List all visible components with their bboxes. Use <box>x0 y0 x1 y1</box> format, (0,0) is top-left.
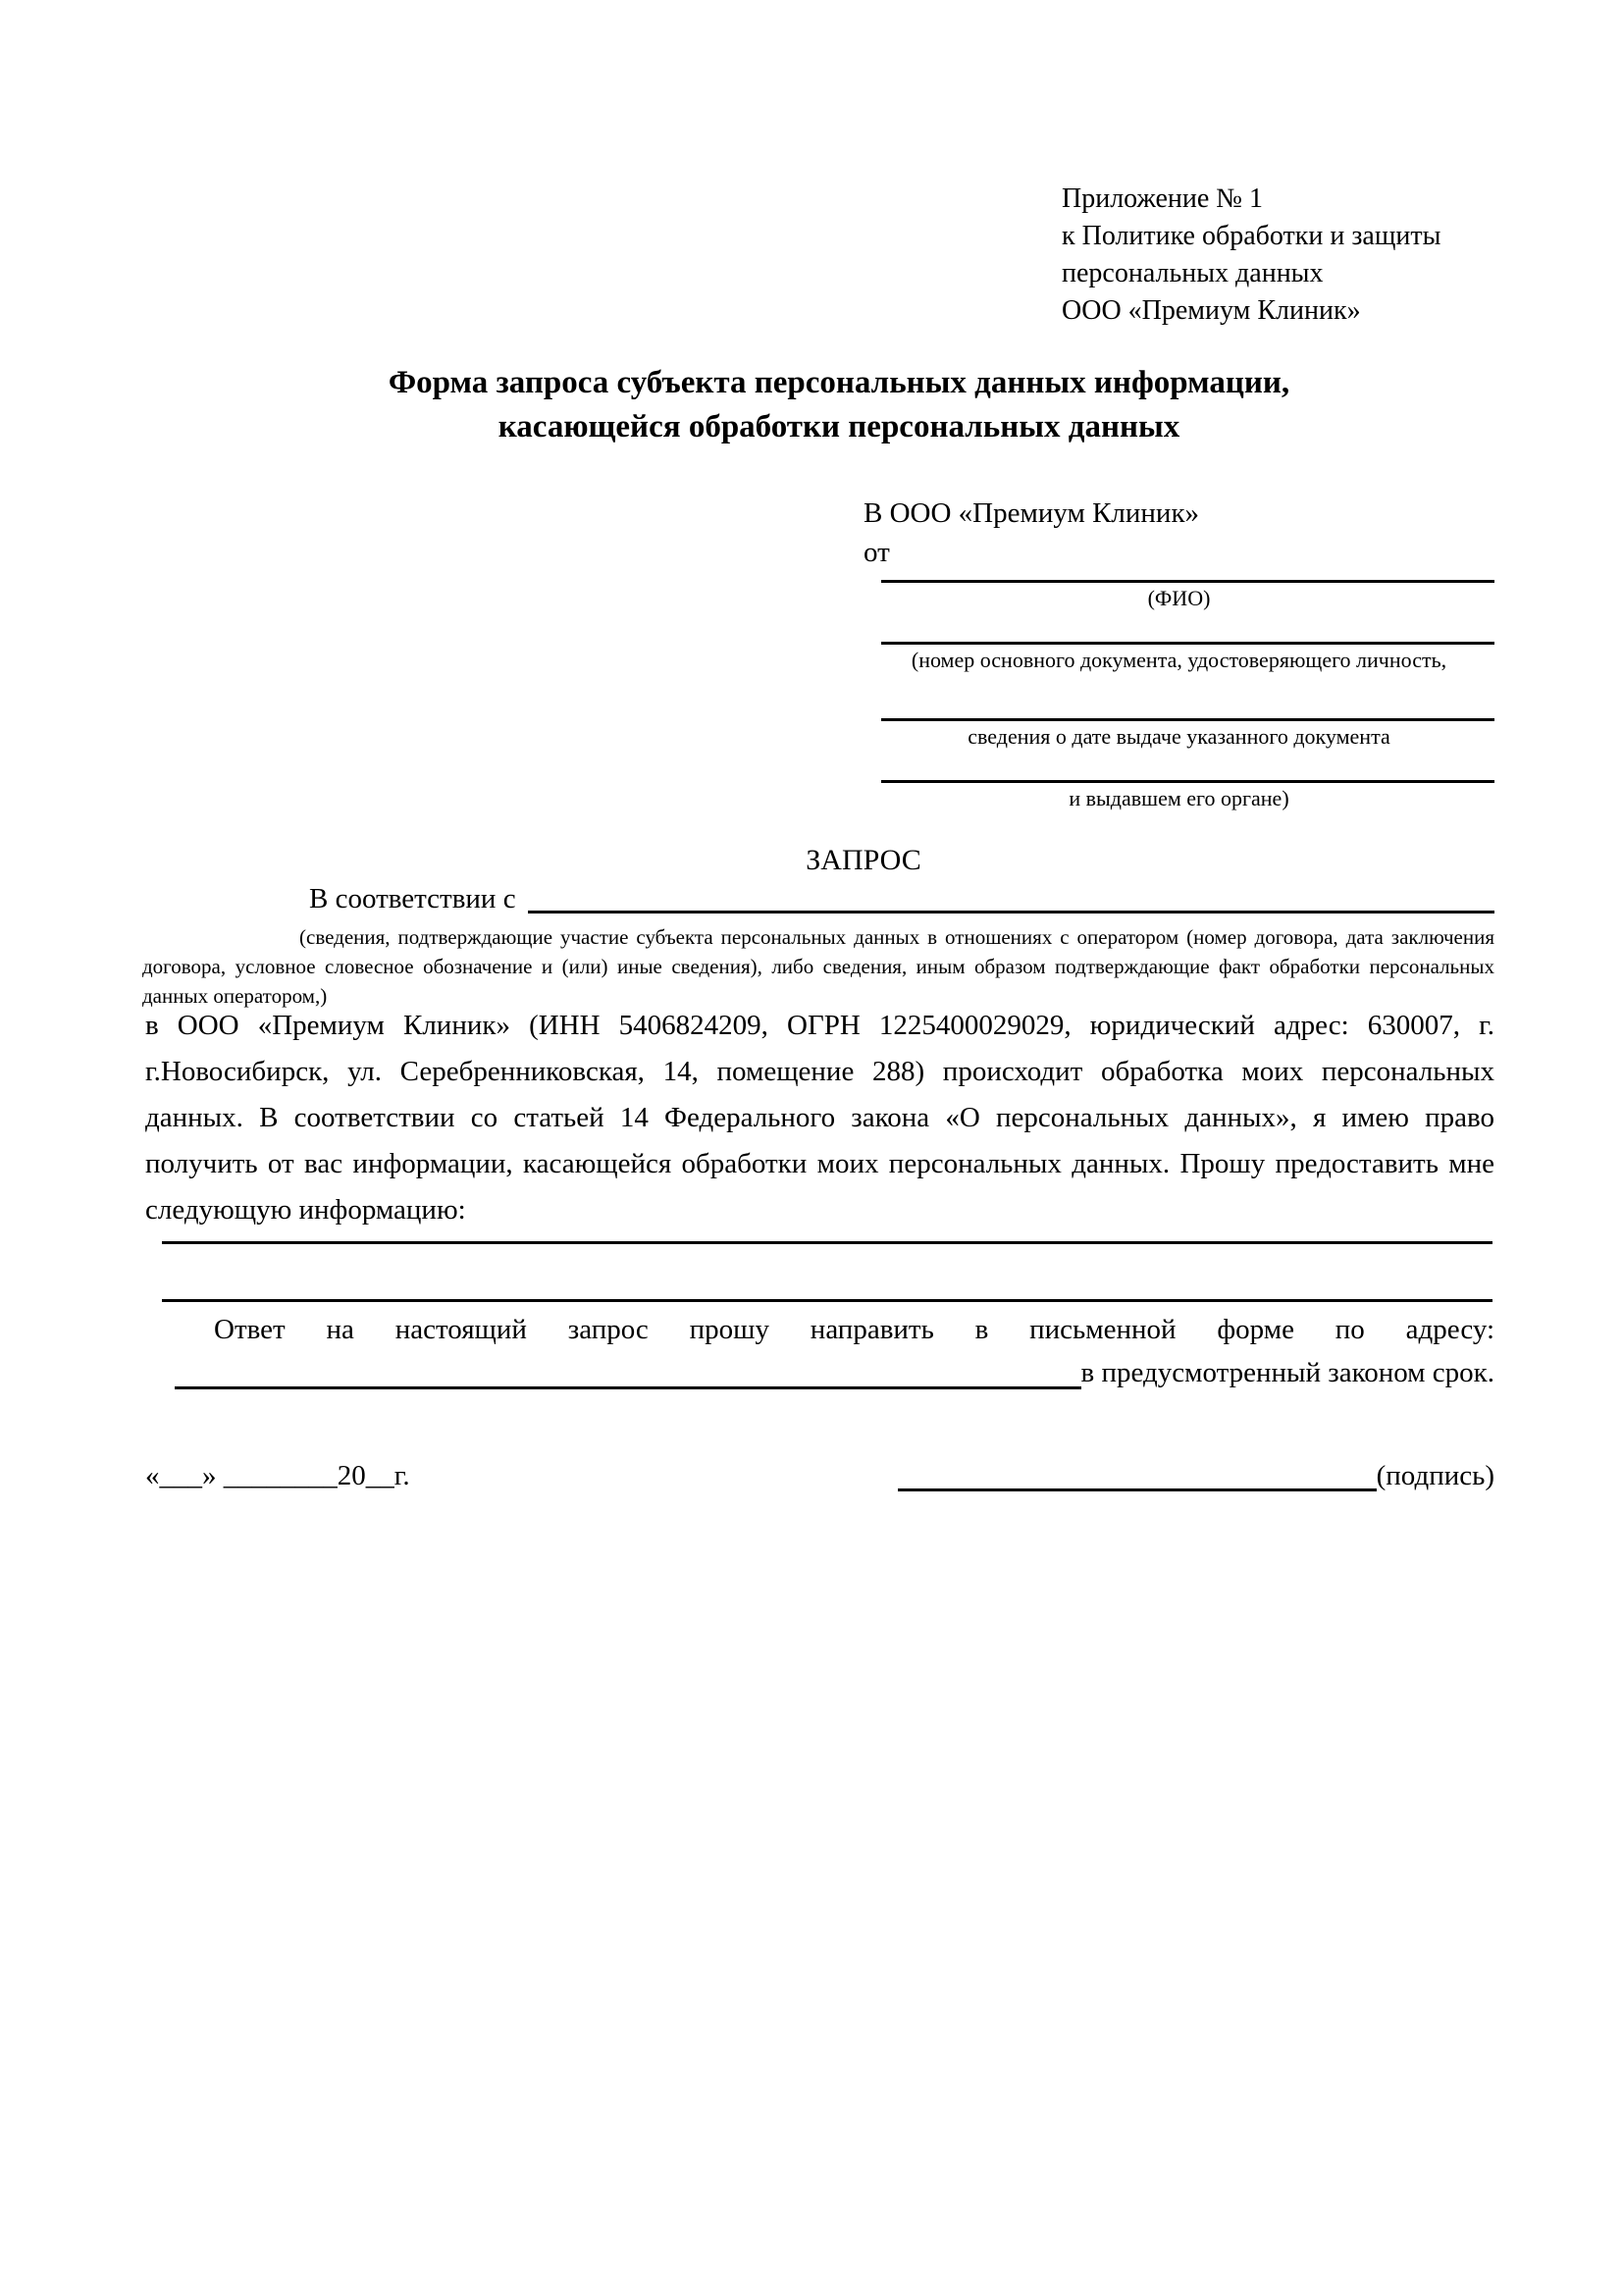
issuing-authority-field-line <box>881 753 1494 783</box>
appendix-note-line: персональных данных <box>1062 258 1324 288</box>
info-blank-line-1 <box>162 1241 1492 1244</box>
info-blank-line-2 <box>162 1299 1492 1302</box>
addressee-block <box>864 494 1494 814</box>
appendix-note-line: к Политике обработки и защиты <box>1062 221 1441 251</box>
addressee-to: В ООО «Премиум Клиник» <box>864 497 1200 529</box>
signature-blank-line <box>898 1454 1377 1491</box>
doc-number-caption: (номер основного документа, удостоверяющего личность, <box>911 648 1447 672</box>
document-title-line2: касающейся обработки персональных данных <box>497 409 1180 444</box>
signature-caption: (подпись) <box>1376 1460 1494 1491</box>
fio-caption: (ФИО) <box>1147 586 1211 610</box>
addressee-from-label: от <box>864 537 890 568</box>
address-blank-line <box>175 1350 1081 1389</box>
compliance-blank-line <box>528 879 1494 913</box>
doc-number-field-line <box>881 614 1494 645</box>
date-blank-text: «___» ________20__г. <box>145 1460 410 1491</box>
compliance-lead-text: В соответствии с <box>309 883 516 914</box>
issue-date-caption: сведения о дате выдаче указанного документа <box>968 724 1390 749</box>
request-body-paragraph: в ООО «Премиум Клиник» (ИНН 5406824209, ОГРН 1225400029029, юридический адрес: 630007, г. г.Новосибирск, ул. Серебренниковская, 14, помещение 288) происходит обработка моих персональных данных. В соответствии со статьей 14 Федерального закона «О персональных данных», я имею право получить от вас информации, касающейся обработки моих персональных данных. Прошу предоставить мне следующую информацию: <box>145 1010 1494 1226</box>
reply-suffix-text: в предусмотренный законом срок. <box>1080 1357 1494 1388</box>
document-title-line1: Форма запроса субъекта персональных данных информации, <box>388 365 1290 400</box>
compliance-note: (сведения, подтверждающие участие субъекта персональных данных в отношениях с оператором (номер договора, дата заключения договора, условное словесное обозначение и (или) иные сведения), либо сведения, иным образом подтверждающие факт обработки персональных данных оператором,) <box>142 925 1494 1008</box>
signature-row <box>898 1454 1494 1497</box>
compliance-line <box>309 879 1494 918</box>
reply-address-row <box>175 1350 1494 1395</box>
fio-field-line <box>881 572 1494 583</box>
reply-intro-paragraph: Ответ на настоящий запрос прошу направить в письменной форме по адресу: <box>214 1314 1494 1345</box>
issuing-authority-caption: и выдавшем его органе) <box>1069 786 1289 810</box>
request-heading: ЗАПРОС <box>806 844 921 876</box>
appendix-note-line: Приложение № 1 <box>1062 183 1263 214</box>
document-title <box>55 361 1623 449</box>
appendix-note <box>1062 181 1440 330</box>
issue-date-field-line <box>881 676 1494 721</box>
appendix-note-line: ООО «Премиум Клиник» <box>1062 295 1361 326</box>
